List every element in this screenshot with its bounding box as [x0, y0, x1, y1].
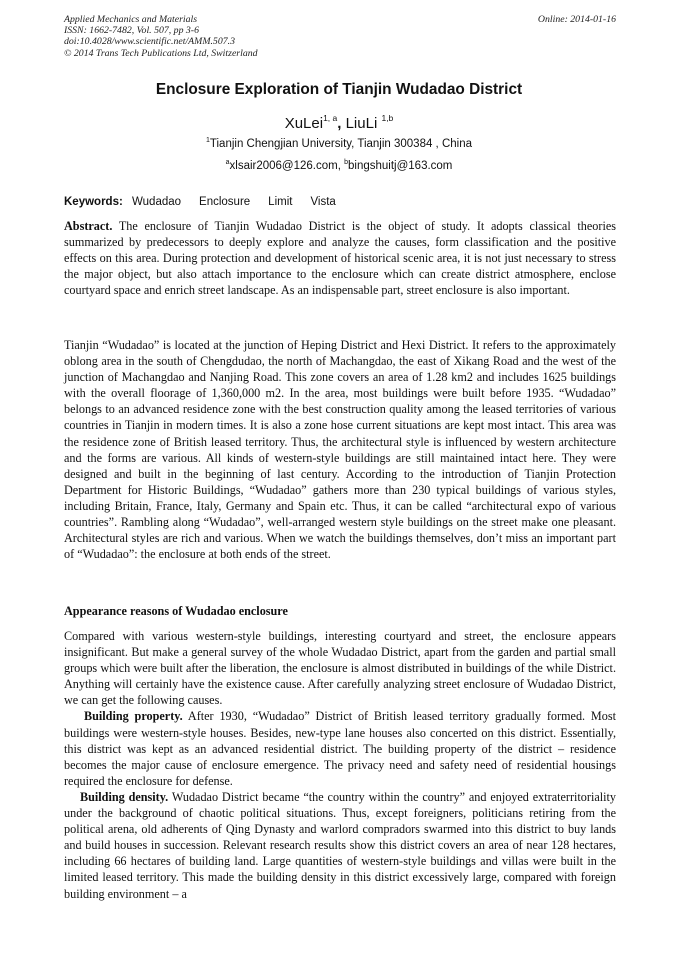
keywords-line	[64, 196, 616, 208]
section-paragraph-2	[64, 708, 616, 788]
intro-paragraph	[64, 337, 616, 562]
paragraph-text: Wudadao District became “the country within the country” and enjoyed extraterritoriality under the background of chaotic political situations. Thus, except foreigners, politicians retiring from the political arena, old adherents of Qing Dynasty and warlord compradors swarmed into this district to buy lands and build houses in succession. Relevant research results show this district covers an area of near 128 hectares, including 66 hectares of building land. Large quantities of western-style buildings and villas were built in the limited leased territory. This made the building density in this district excessively large, compared with foreign building environment – a	[64, 789, 616, 901]
abstract-text: The enclosure of Tianjin Wudadao District is the object of study. It adopts classical theories summarized by predecessors to deeply explore and analyze the causes, form classification and the positive effects on this area. During protection and development of historical scenic area, it is not just necessary to stress the major object, but also attach importance to the enclosure which can create district atmosphere, enclose courtyard space and enrich street landscape. As an indispensable part, street enclosure is also important.	[64, 219, 616, 298]
issn-line: ISSN: 1662-7482, Vol. 507, pp 3-6	[64, 25, 199, 37]
online-date: Online: 2014-01-16	[537, 14, 616, 25]
keyword: Limit	[268, 196, 293, 208]
email-b: bingshuitj@163.com	[348, 160, 453, 172]
journal-name: Applied Mechanics and Materials	[64, 14, 198, 25]
author-line	[0, 113, 678, 132]
author-1-affil: 1, a	[323, 113, 338, 123]
email-a: xlsair2006@126.com,	[229, 160, 345, 172]
affiliation	[0, 137, 678, 150]
keyword: Enclosure	[199, 196, 251, 208]
abstract	[64, 218, 616, 298]
email-b-marker: b	[344, 159, 349, 166]
paragraph-text: After 1930, “Wudadao” District of British leased territory gradually formed. Most buildings were western-style houses. Besides, new-type lane houses also concerted on this district. Essentially, this district was kept as an advanced residential district. The building property of the district – residence becomes the major cause of enclosure emergence. The privacy need and safety need of residential housings required the enclosure for defense.	[64, 709, 616, 788]
section-paragraph-3	[64, 789, 616, 902]
section-paragraph-1: Compared with various western-style buildings, interesting courtyard and street, the enclosure appears insignificant. But make a general survey of the whole Wudadao District, apart from the garden and partial small groups which were built after the liberation, the enclosure is almost distributed in buildings of the while District. Anything will certainly have the existence cause. After carefully analyzing street enclosure of Wudadao District, we can get the following causes.	[64, 629, 616, 708]
keywords-label: Keywords:	[64, 196, 123, 208]
intro-text: Tianjin “Wudadao” is located at the junction of Heping District and Hexi District. It refers to the approximately oblong area in the south of Chengdudao, the north of Machangdao, the east of Xikang Road and the west of the junction of Machangdao and Nanjing Road. This zone covers an area of 1.28 km2 and includes 1625 buildings with the overall floorage of 1,360,000 m2. In the area, most buildings were built before 1935. “Wudadao” belongs to an advanced residence zone with the best construction quality among the leased territories of various countries in Tianjin in modern times. It is also a zone hose current situations are kept most intact. This area was the residence zone of British leased territory. Thus, the architectural style is influenced by western architecture and the forms are various. All kinds of western-style buildings are still maintained intact here. They were designed and built in the beginning of last century. According to the introduction of Tianjin Protection Department for Historic Buildings, “Wudadao” gathers more than 230 typical buildings of various styles, including Britain, France, Italy, Germany and Spain etc. Thus, it can be called “architectural expo of various countries”. Rambling along “Wudadao”, well-arranged western style buildings on the street make one pleasant. Architectural styles are rich and various. When we watch the buildings themselves, don’t miss an important part of “Wudadao”: the enclosure at both ends of the street.	[64, 338, 616, 562]
author-2: LiuLi	[345, 115, 378, 132]
keyword: Vista	[310, 196, 336, 208]
abstract-label: Abstract.	[64, 219, 113, 233]
affiliation-marker: 1	[206, 137, 210, 144]
journal-header	[64, 14, 616, 59]
affiliation-text: Tianjin Chengjian University, Tianjin 300384 , China	[209, 138, 472, 150]
email-line	[0, 159, 678, 172]
author-1: XuLei	[284, 115, 324, 132]
section-body	[64, 628, 616, 902]
paragraph-label: Building property.	[84, 709, 183, 724]
section-heading: Appearance reasons of Wudadao enclosure	[64, 604, 288, 618]
paper-title: Enclosure Exploration of Tianjin Wudadao District	[155, 81, 523, 98]
author-separator: ,	[337, 115, 346, 132]
email-a-marker: a	[225, 159, 230, 166]
author-2-affil: 1,b	[381, 113, 394, 123]
copyright-line: © 2014 Trans Tech Publications Ltd, Switzerland	[64, 47, 258, 59]
doi-line: doi:10.4028/www.scientific.net/AMM.507.3	[64, 36, 235, 48]
keyword: Wudadao	[132, 196, 182, 208]
paragraph-label: Building density.	[80, 789, 169, 804]
